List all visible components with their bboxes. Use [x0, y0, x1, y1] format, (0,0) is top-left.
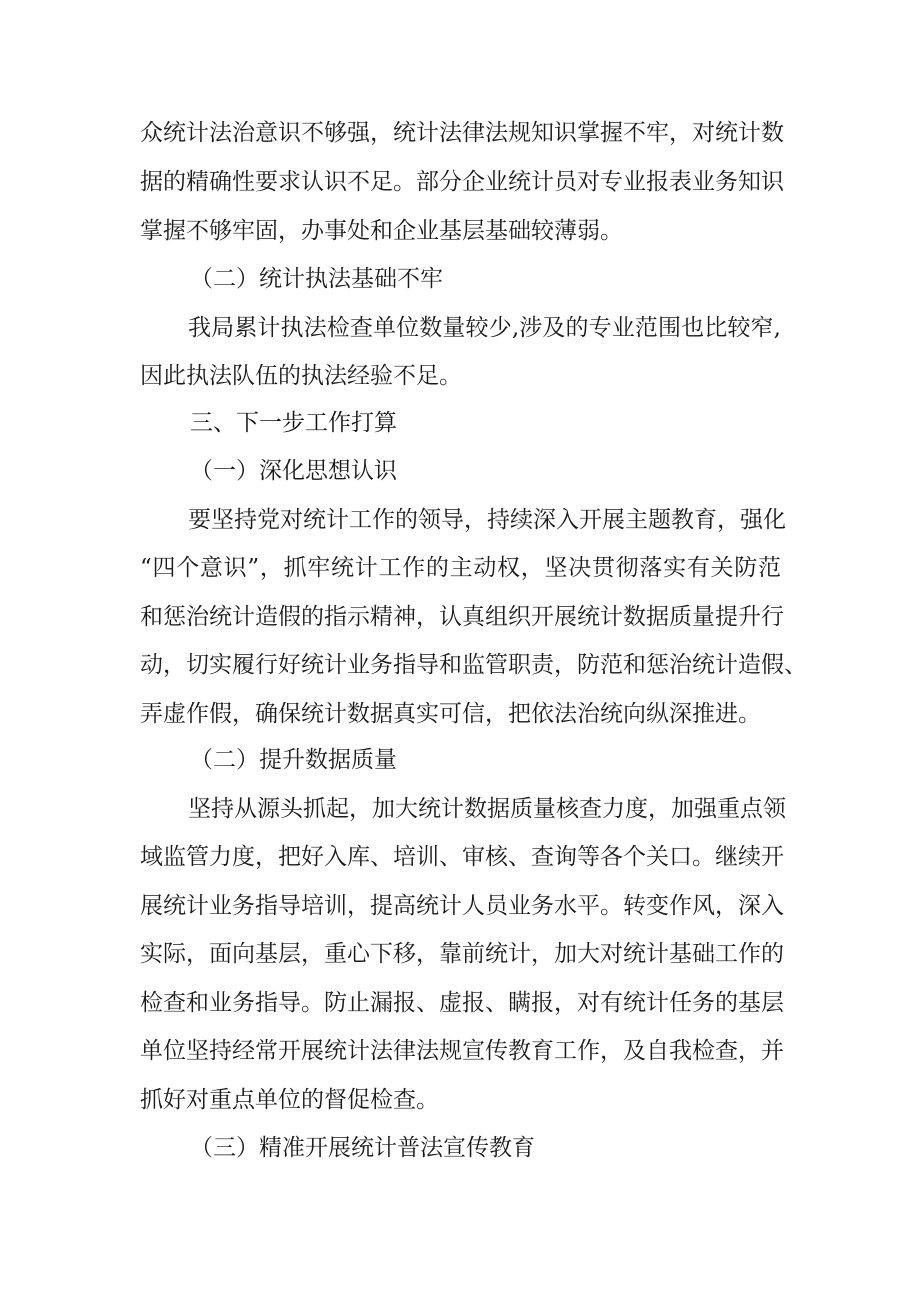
paragraph-line: 抓好对重点单位的督促检查。 [140, 1087, 439, 1113]
subsection-heading: （二）统计执法基础不牢 [190, 266, 443, 292]
paragraph-line: 因此执法队伍的执法经验不足。 [140, 363, 462, 389]
subsection-heading: （三）精准开展统计普法宣传教育 [190, 1135, 535, 1161]
paragraph-line: 众统计法治意识不够强，统计法律法规知识掌握不牢，对统计数 [140, 120, 784, 146]
paragraph-line: 掌握不够牢固，办事处和企业基层基础较薄弱。 [140, 218, 623, 244]
paragraph-line: 实际，面向基层，重心下移，靠前统计，加大对统计基础工作的 [140, 941, 784, 967]
paragraph-line: 单位坚持经常开展统计法律法规宣传教育工作，及自我检查，并 [140, 1038, 784, 1064]
paragraph-line: 域监管力度，把好入库、培训、审核、查询等各个关口。继续开 [140, 844, 784, 870]
paragraph-line: 我局累计执法检查单位数量较少,涉及的专业范围也比较窄, [188, 315, 781, 341]
paragraph-line: 动，切实履行好统计业务指导和监管职责，防范和惩治统计造假、 [140, 652, 807, 678]
paragraph-line: “四个意识”，抓牢统计工作的主动权，坚决贯彻落实有关防范 [140, 555, 781, 581]
paragraph-line: 弄虚作假，确保统计数据真实可信，把依法治统向纵深推进。 [140, 701, 761, 727]
paragraph-line: 和惩治统计造假的指示精神，认真组织开展统计数据质量提升行 [140, 604, 784, 630]
paragraph-line: 据的精确性要求认识不足。部分企业统计员对专业报表业务知识 [140, 169, 784, 195]
paragraph-line: 坚持从源头抓起，加大统计数据质量核查力度，加强重点领 [188, 796, 786, 822]
paragraph-line: 展统计业务指导培训，提高统计人员业务水平。转变作风，深入 [140, 893, 784, 919]
paragraph-line: 要坚持党对统计工作的领导，持续深入开展主题教育，强化 [188, 507, 786, 533]
section-heading: 三、下一步工作打算 [190, 410, 397, 436]
subsection-heading: （二）提升数据质量 [190, 747, 397, 773]
paragraph-line: 检查和业务指导。防止漏报、虚报、瞒报，对有统计任务的基层 [140, 990, 784, 1016]
subsection-heading: （一）深化思想认识 [190, 458, 397, 484]
